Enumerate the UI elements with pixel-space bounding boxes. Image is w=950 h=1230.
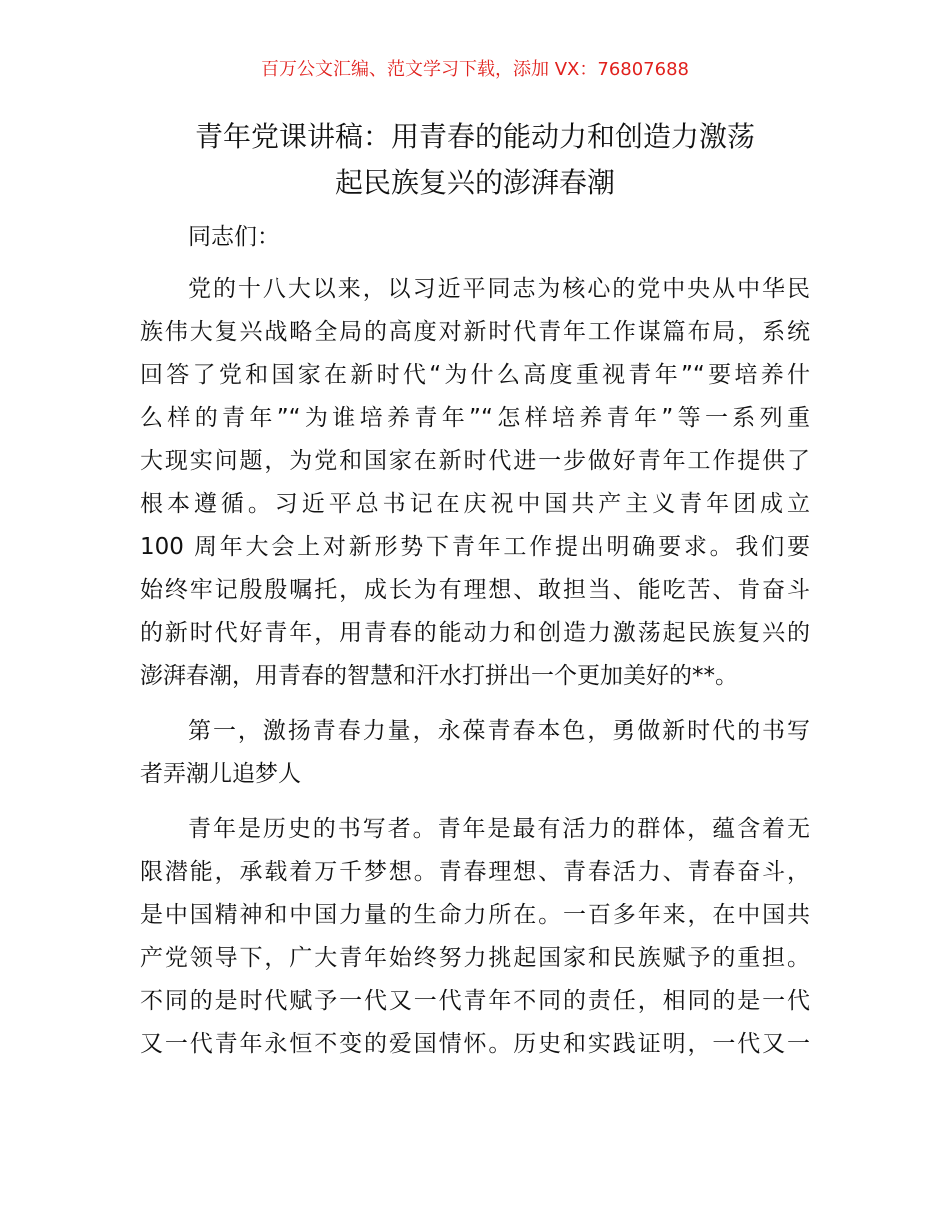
paragraph-3 — [140, 808, 810, 1066]
paragraph-line: 100 周年大会上对新形势下青年工作提出明确要求。我们要 — [140, 534, 810, 560]
salutation-block — [140, 216, 810, 259]
paragraph-line: 澎湃春潮，用青春的智慧和汗水打拼出一个更加美好的**。 — [140, 663, 738, 689]
title-line: 青年党课讲稿：用青春的能动力和创造力激荡 — [194, 120, 755, 153]
paragraph-line: 么样的青年”“为谁培养青年”“怎样培养青年”等一系列重 — [140, 405, 810, 431]
title-line: 起民族复兴的澎湃春潮 — [334, 166, 615, 199]
paragraph-line: 族伟大复兴战略全局的高度对新时代青年工作谋篇布局，系统 — [140, 319, 810, 345]
paragraph-2 — [140, 710, 810, 796]
paragraph-line: 又一代青年永恒不变的爱国情怀。历史和实践证明，一代又一 — [140, 1031, 810, 1057]
paragraph-line: 的新时代好青年，用青春的能动力和创造力激荡起民族复兴的 — [140, 620, 810, 646]
paragraph-1 — [140, 268, 810, 698]
paragraph-line: 第一，激扬青春力量，永葆青春本色，勇做新时代的书写 — [188, 718, 810, 744]
salutation: 同志们： — [188, 224, 280, 250]
paragraph-line: 产党领导下，广大青年始终努力挑起国家和民族赋予的重担。 — [140, 945, 810, 971]
paragraph-line: 不同的是时代赋予一代又一代青年不同的责任，相同的是一代 — [140, 988, 810, 1014]
paragraph-line: 是中国精神和中国力量的生命力所在。一百多年来，在中国共 — [140, 902, 810, 928]
paragraph-line: 始终牢记殷殷嘱托，成长为有理想、敢担当、能吃苦、肯奋斗 — [140, 577, 810, 603]
paragraph-line: 根本遵循。习近平总书记在庆祝中国共产主义青年团成立 — [140, 491, 810, 517]
paragraph-line: 者弄潮儿追梦人 — [140, 761, 301, 787]
paragraph-line: 回答了党和国家在新时代“为什么高度重视青年”“要培养什 — [140, 362, 810, 388]
document-title — [120, 114, 830, 206]
header-watermark-note: 百万公文汇编、范文学习下载，添加 VX：76807688 — [261, 59, 689, 80]
paragraph-line: 限潜能，承载着万千梦想。青春理想、青春活力、青春奋斗， — [140, 859, 810, 885]
paragraph-line: 青年是历史的书写者。青年是最有活力的群体，蕴含着无 — [188, 816, 810, 842]
paragraph-line: 党的十八大以来，以习近平同志为核心的党中央从中华民 — [188, 276, 810, 302]
paragraph-line: 大现实问题，为党和国家在新时代进一步做好青年工作提供了 — [140, 448, 810, 474]
